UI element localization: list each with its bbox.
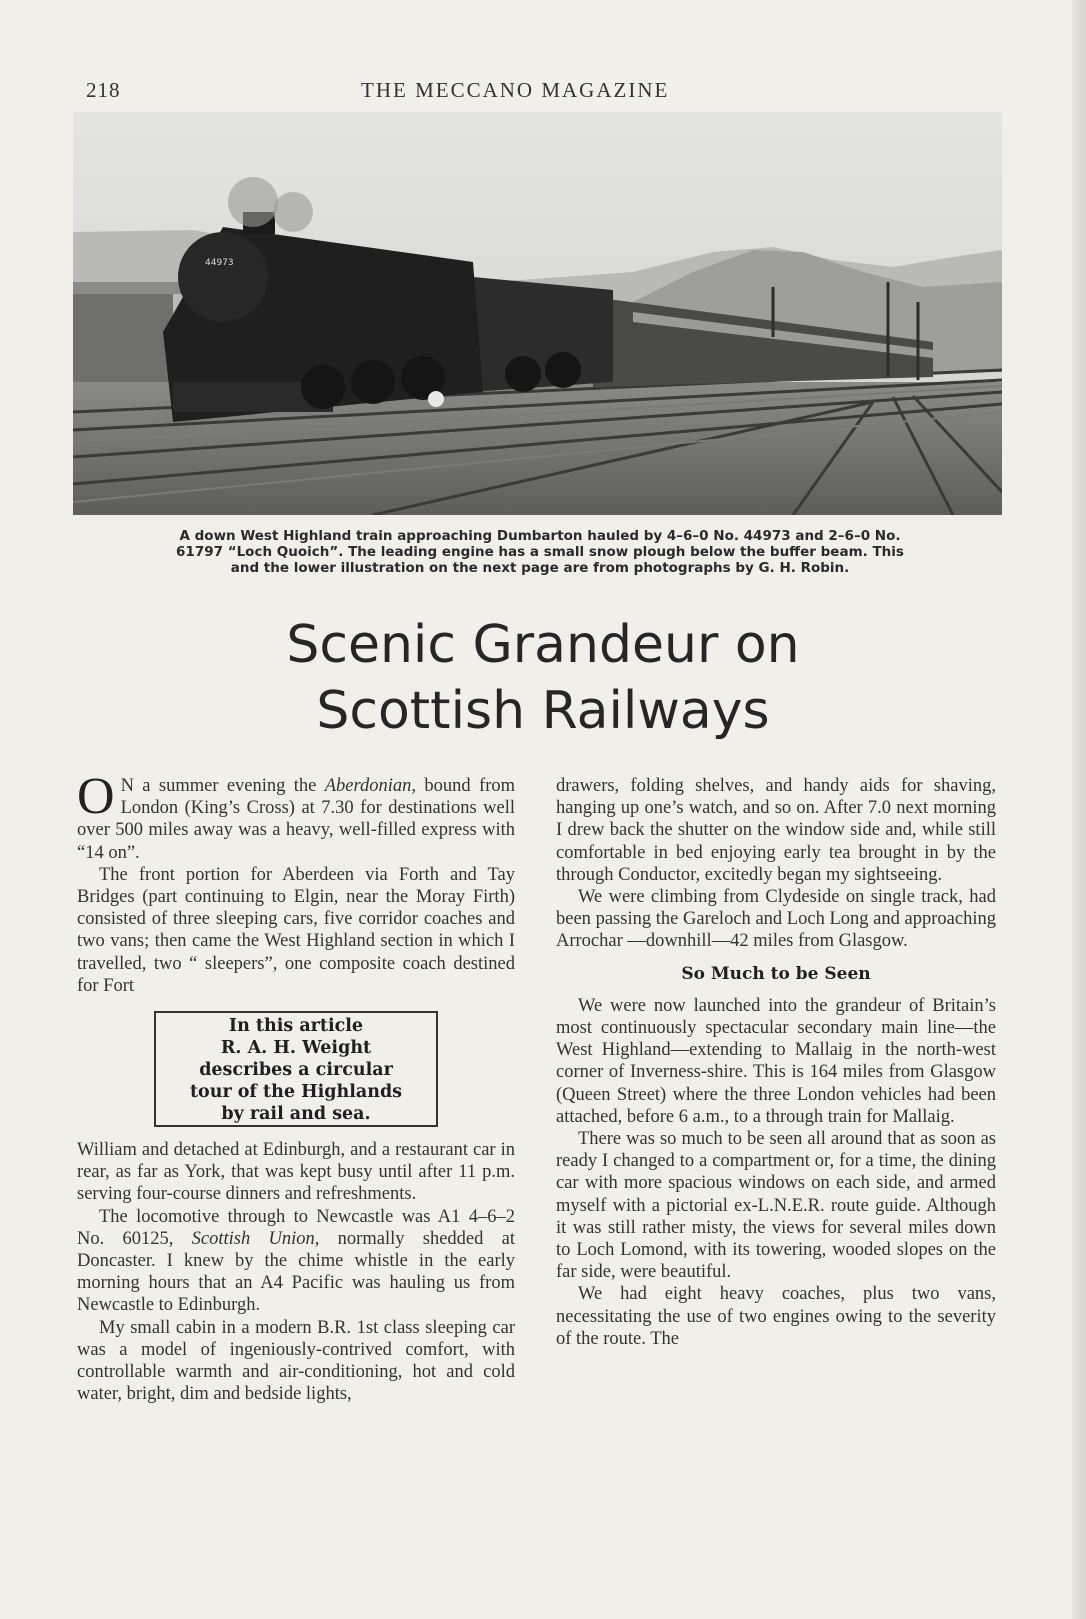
section-subheading: So Much to be Seen — [681, 963, 871, 984]
page-number: 218 — [86, 78, 121, 102]
loco-number-plate: 44973 — [205, 258, 234, 268]
locomotive-name: Scottish Union, — [191, 1228, 320, 1249]
paragraph-text: a summer evening the — [133, 776, 325, 796]
boxout-line: by rail and sea. — [156, 1103, 436, 1127]
paragraph: There was so much to be seen all around that as soon as ready I changed to a compartment or, for a time, the dining car with more spacious windows on each side, and armed myself with a pictorial ex-L.N.E.R. route guide. Although it was still rather misty, the views for several miles down to Loch Lomond, with its towering, wooded slopes on the far side, were beautiful. — [556, 1129, 996, 1283]
page-edge — [1072, 0, 1086, 1619]
magazine-title: THE MECCANO MAGAZINE — [361, 78, 670, 102]
article-boxout — [154, 1011, 438, 1127]
paragraph: We had eight heavy coaches, plus two vans, necessitating the use of two engines owing to the severity of the route. The — [556, 1284, 996, 1349]
paragraph: William and detached at Edinburgh, and a restaurant car in rear, as far as York, that was kept busy until after 11 p.m. serving four-course dinners and refreshments. — [77, 1140, 515, 1205]
paragraph-text: bound from London (King’s Cross) at 7.30 for destinations well over 500 miles away was a heavy, well-filled express with “14 on”. — [77, 776, 515, 863]
boxout-line: In this article — [228, 1016, 364, 1037]
paragraph: The front portion for Aberdeen via Forth and Tay Bridges (part continuing to Elgin, near the Moray Firth) consisted of three sleeping cars, five corridor coaches and two vans; then came the West Highland section in which I travelled, two “ sleepers”, one composite coach destined for Fort — [77, 864, 515, 996]
article-headline — [100, 612, 986, 744]
caption-line: 61797 “Loch Quoich”. The leading engine has a small snow plough below the buffer beam. This — [176, 544, 904, 560]
caption-line: and the lower illustration on the next page are from photographs by G. H. Robin. — [230, 560, 850, 576]
left-column — [77, 768, 515, 1405]
paragraph: We were now launched into the grandeur of Britain’s most continuously spectacular secondary main line—the West Highland—extending to Mallaig in the north-west corner of Inverness-shire. This is 164 miles from Glasgow (Queen Street) where the three London vehicles had been attached, before 6 a.m., to a through train for Mallaig. — [556, 995, 996, 1127]
drop-cap: O — [77, 768, 115, 825]
opening-smallcaps: N — [120, 776, 134, 796]
paragraph: drawers, folding shelves, and handy aids for shaving, hanging up one’s watch, and so on. After 7.0 next morning I drew back the shutter on the window side and, while still comfortable in bed enjoying early tea brought in by the through Conductor, excitedly began my sightseeing. — [556, 776, 996, 885]
paragraph-text: normally shedded at Doncaster. I knew by the chime whistle in the early morning hours that an A4 Pacific was hauling us from Newcastle to Edinburgh. — [77, 1228, 515, 1316]
opening-paragraph — [77, 768, 515, 864]
boxout-line: R. A. H. Weight — [220, 1038, 372, 1059]
paragraph-text: The locomotive through to Newcastle was A1 4–6–2 No. 60125, — [77, 1206, 515, 1249]
paragraph: We were climbing from Clydeside on single track, had been passing the Gareloch and Loch Long and approaching Arrochar —downhill—42 miles from Glasgow. — [556, 887, 996, 952]
headline-line-2: Scottish Railways — [316, 681, 770, 741]
caption-line: A down West Highland train approaching Dumbarton hauled by 4–6–0 No. 44973 and 2–6–0 No. — [179, 528, 901, 544]
running-head — [86, 78, 1006, 108]
boxout-line: describes a circular — [199, 1060, 393, 1081]
boxout-line: tour of the Highlands — [189, 1082, 403, 1103]
paragraph: My small cabin in a modern B.R. 1st class sleeping car was a model of ingeniously-contrived comfort, with controllable warmth and air-conditioning, hot and cold water, bright, dim and bedside lights, — [77, 1317, 515, 1405]
right-column — [556, 775, 996, 1350]
train-name: Aberdonian, — [324, 776, 417, 796]
train-photograph — [73, 112, 1002, 515]
headline-line-1: Scenic Grandeur on — [286, 615, 800, 675]
photo-caption — [120, 528, 960, 576]
paragraph — [77, 1206, 515, 1317]
